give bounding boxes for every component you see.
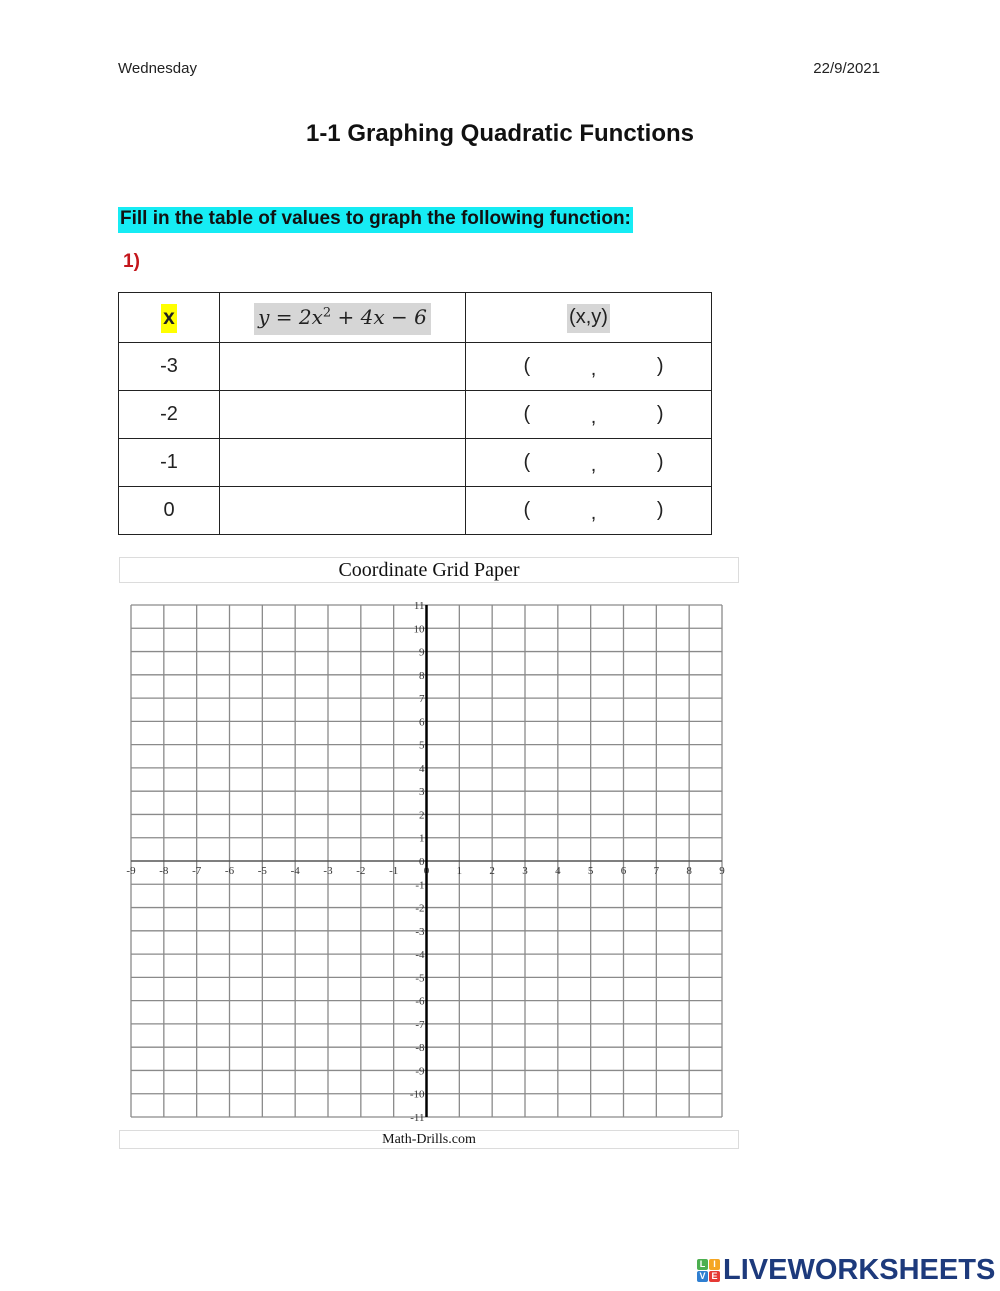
y-tick-label: 5 [419,739,425,752]
question-number: 1) [123,251,140,272]
y-tick-label: -2 [415,902,425,915]
x-tick-label: 3 [522,865,528,877]
comma: , [590,454,597,476]
equation-suffix: + 4x − 6 [331,305,427,329]
comma: , [590,358,597,380]
grid-footer: Math-Drills.com [119,1130,739,1149]
y-tick-label: 3 [419,786,425,799]
open-paren: ( [523,403,531,425]
header-date: 22/9/2021 [813,60,880,77]
x-tick-label: 0 [423,865,430,877]
x-tick-label: 9 [719,865,725,877]
y-tick-label: -4 [415,949,425,962]
x-value-cell: 0 [119,487,220,535]
y-tick-label: 2 [419,809,425,822]
header-day: Wednesday [118,60,197,77]
x-tick-label: -9 [126,865,136,877]
y-tick-label: -1 [415,879,425,892]
y-tick-label: -5 [415,972,425,985]
y-tick-label: 1 [419,832,425,845]
x-tick-label: 5 [587,865,594,877]
x-tick-label: -5 [257,865,267,877]
close-paren: ) [656,355,664,377]
x-tick-label: -3 [323,865,333,877]
y-tick-label: 11 [413,600,425,612]
header-x-label: x [161,304,177,333]
equation-prefix: y = 2x [258,305,323,329]
y-tick-label: 7 [419,693,425,706]
y-tick-label: -9 [415,1065,425,1078]
logo-letter-i: I [709,1259,720,1270]
grid-title: Coordinate Grid Paper [119,557,739,583]
equation-exponent: 2 [322,305,332,321]
y-tick-label: -6 [415,995,425,1008]
x-value-cell: -1 [119,439,220,487]
comma: , [590,406,597,428]
y-tick-label: 8 [419,669,425,682]
close-paren: ) [656,499,664,521]
logo-text: LIVEWORKSHEETS [723,1253,996,1286]
liveworksheets-logo [697,1255,995,1285]
comma: , [590,502,597,524]
x-value-cell: -2 [119,391,220,439]
logo-letter-l: L [697,1259,708,1270]
x-tick-label: -2 [356,865,366,877]
x-tick-label: -7 [192,865,202,877]
x-value-cell: -3 [119,343,220,391]
y-tick-label: 0 [419,856,425,868]
close-paren: ) [656,403,664,425]
x-tick-label: 2 [489,865,495,877]
y-tick-label: -8 [415,1042,425,1055]
x-tick-label: 4 [555,865,561,877]
y-tick-label: 4 [419,762,425,775]
x-tick-label: 7 [653,865,660,877]
x-tick-label: 6 [620,865,627,877]
instruction-text: Fill in the table of values to graph the following function: [118,207,633,233]
live-logo-icon [697,1259,720,1282]
logo-letter-v: V [697,1271,708,1282]
open-paren: ( [523,451,531,473]
y-tick-label: 10 [413,623,425,636]
open-paren: ( [523,499,531,521]
y-tick-label: 6 [419,716,425,729]
y-tick-label: -10 [409,1088,425,1101]
logo-letter-e: E [709,1271,720,1282]
y-tick-label: -7 [415,1018,425,1031]
x-tick-label: -6 [224,865,235,877]
x-tick-label: -4 [290,865,300,877]
open-paren: ( [523,355,531,377]
x-tick-label: 1 [456,865,463,877]
x-tick-label: -1 [389,865,399,877]
header-pair-label: (x,y) [567,304,610,333]
y-tick-label: -11 [410,1112,425,1124]
page-title: 1-1 Graphing Quadratic Functions [305,120,695,147]
close-paren: ) [656,451,664,473]
x-tick-label: 8 [686,865,692,877]
x-tick-label: -8 [159,865,169,877]
y-tick-label: 9 [419,646,425,659]
y-tick-label: -3 [415,925,425,938]
